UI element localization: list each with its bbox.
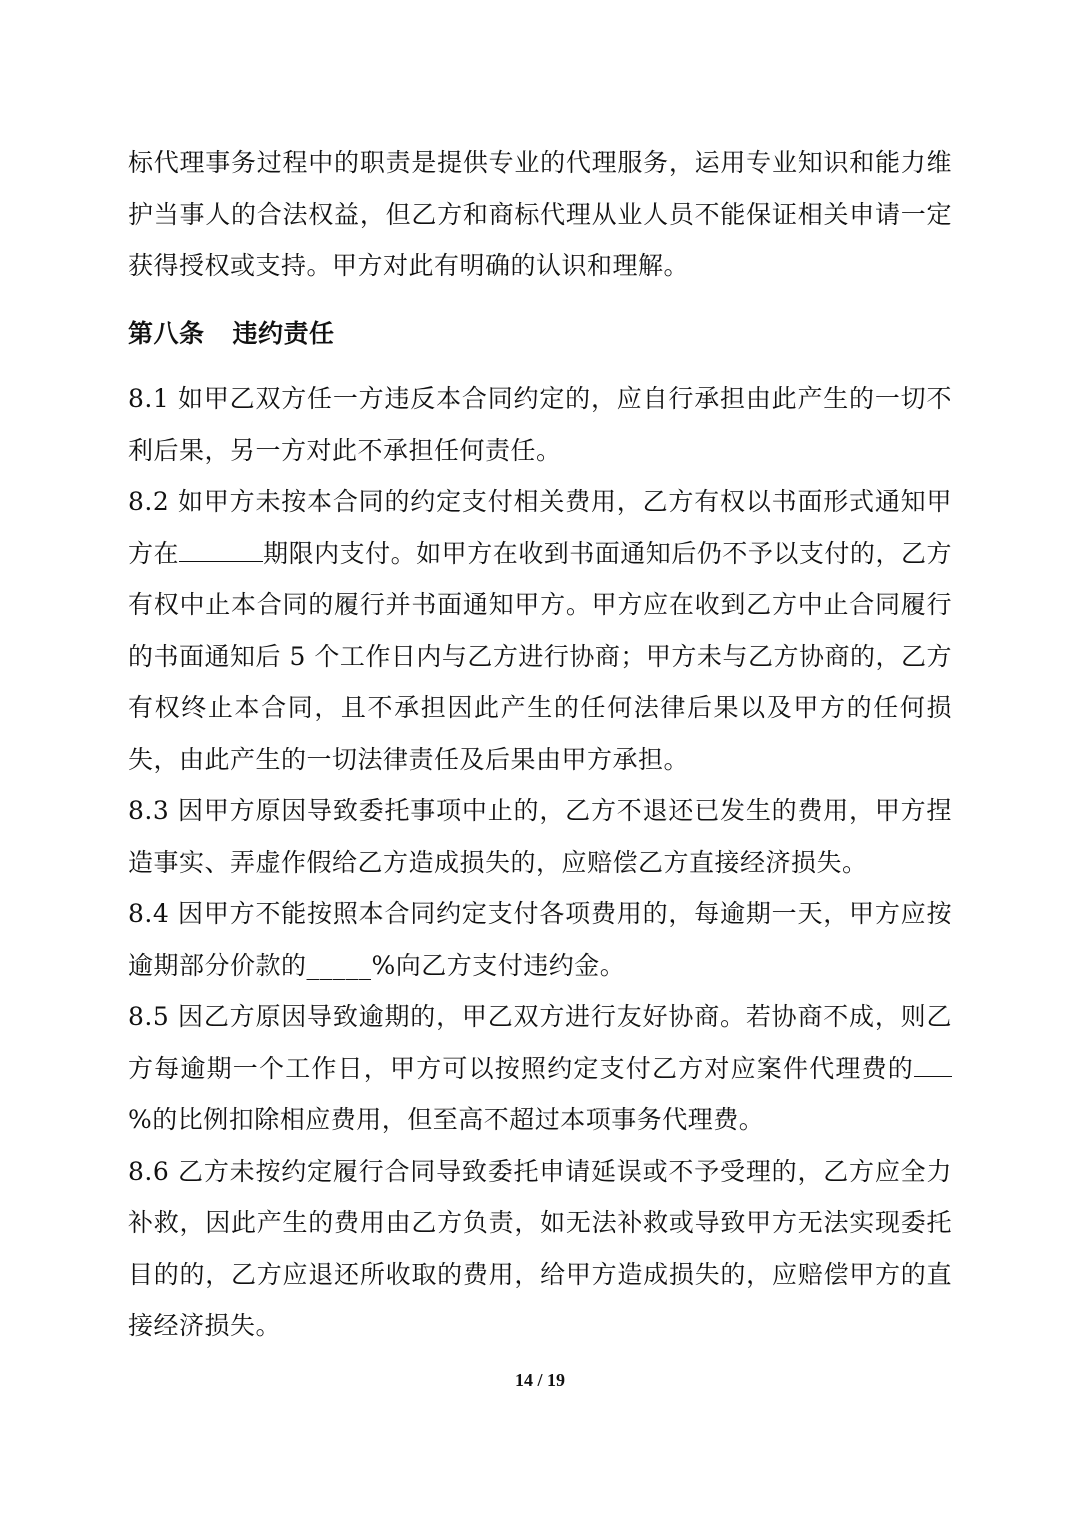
clause-8-1-text: 8.1 如甲乙双方任一方违反本合同约定的，应自行承担由此产生的一切不利后果，另一方对此不承担任何责任。 (128, 384, 952, 465)
clause-8-5-text-start: 8.5 因乙方原因导致逾期的，甲乙双方进行友好协商。若协商不成，则乙方每逾期一个工作日，甲方可以按照约定支付乙方对应案件代理费的 (128, 1002, 952, 1083)
article-number: 第八条 (128, 318, 205, 348)
clause-8-3-text: 8.3 因甲方原因导致委托事项中止的，乙方不退还已发生的费用，甲方捏造事实、弄虚作假给乙方造成损失的，应赔偿乙方直接经济损失。 (128, 796, 952, 877)
article-heading (128, 308, 952, 360)
clause-8-5-text-end: %的比例扣除相应费用，但至高不超过本项事务代理费。 (128, 1105, 765, 1134)
document-body (128, 137, 952, 1352)
clause-8-5 (128, 991, 952, 1146)
clause-8-2-text-start: 8.2 如甲方未按本合同的约定支付相关费用，乙方有权以书面形式通知甲方在 (128, 487, 952, 568)
continuation-paragraph (128, 137, 952, 292)
page-number: 14 / 19 (514, 1370, 565, 1390)
article-title: 违约责任 (232, 318, 335, 348)
clause-8-2-text-end: 期限内支付。如甲方在收到书面通知后仍不予以支付的，乙方有权中止本合同的履行并书面通知甲方。甲方应在收到乙方中止合同履行的书面通知后 5 个工作日内与乙方进行协商；甲方未与乙方协商的，乙方有权终止本合同，且不承担因此产生的任何法律后果以及甲方的任何损失，由此产生的一切法律责任及后果由甲方承担。 (128, 538, 952, 774)
payment-period-blank[interactable] (179, 535, 263, 562)
deduction-rate-blank[interactable] (914, 1050, 952, 1077)
clause-8-6-text: 8.6 乙方未按约定履行合同导致委托申请延误或不予受理的，乙方应全力补救，因此产生的费用由乙方负责，如无法补救或导致甲方无法实现委托目的的，乙方应退还所收取的费用，给甲方造成损失的，应赔偿甲方的直接经济损失。 (128, 1156, 952, 1340)
clause-8-6 (128, 1146, 952, 1352)
clause-8-2 (128, 476, 952, 785)
clause-8-4-text-end: %向乙方支付违约金。 (371, 950, 626, 980)
clause-8-4 (128, 888, 952, 991)
clause-8-4-text-start: 8.4 因甲方不能按照本合同约定支付各项费用的，每逾期一天，甲方应按逾期部分价款的 (128, 899, 952, 980)
continuation-text: 标代理事务过程中的职责是提供专业的代理服务，运用专业知识和能力维护当事人的合法权益，但乙方和商标代理从业人员不能保证相关申请一定获得授权或支持。甲方对此有明确的认识和理解。 (128, 148, 952, 280)
clause-8-1 (128, 373, 952, 476)
penalty-rate-blank[interactable]: _____ (306, 950, 372, 980)
clause-8-3 (128, 785, 952, 888)
